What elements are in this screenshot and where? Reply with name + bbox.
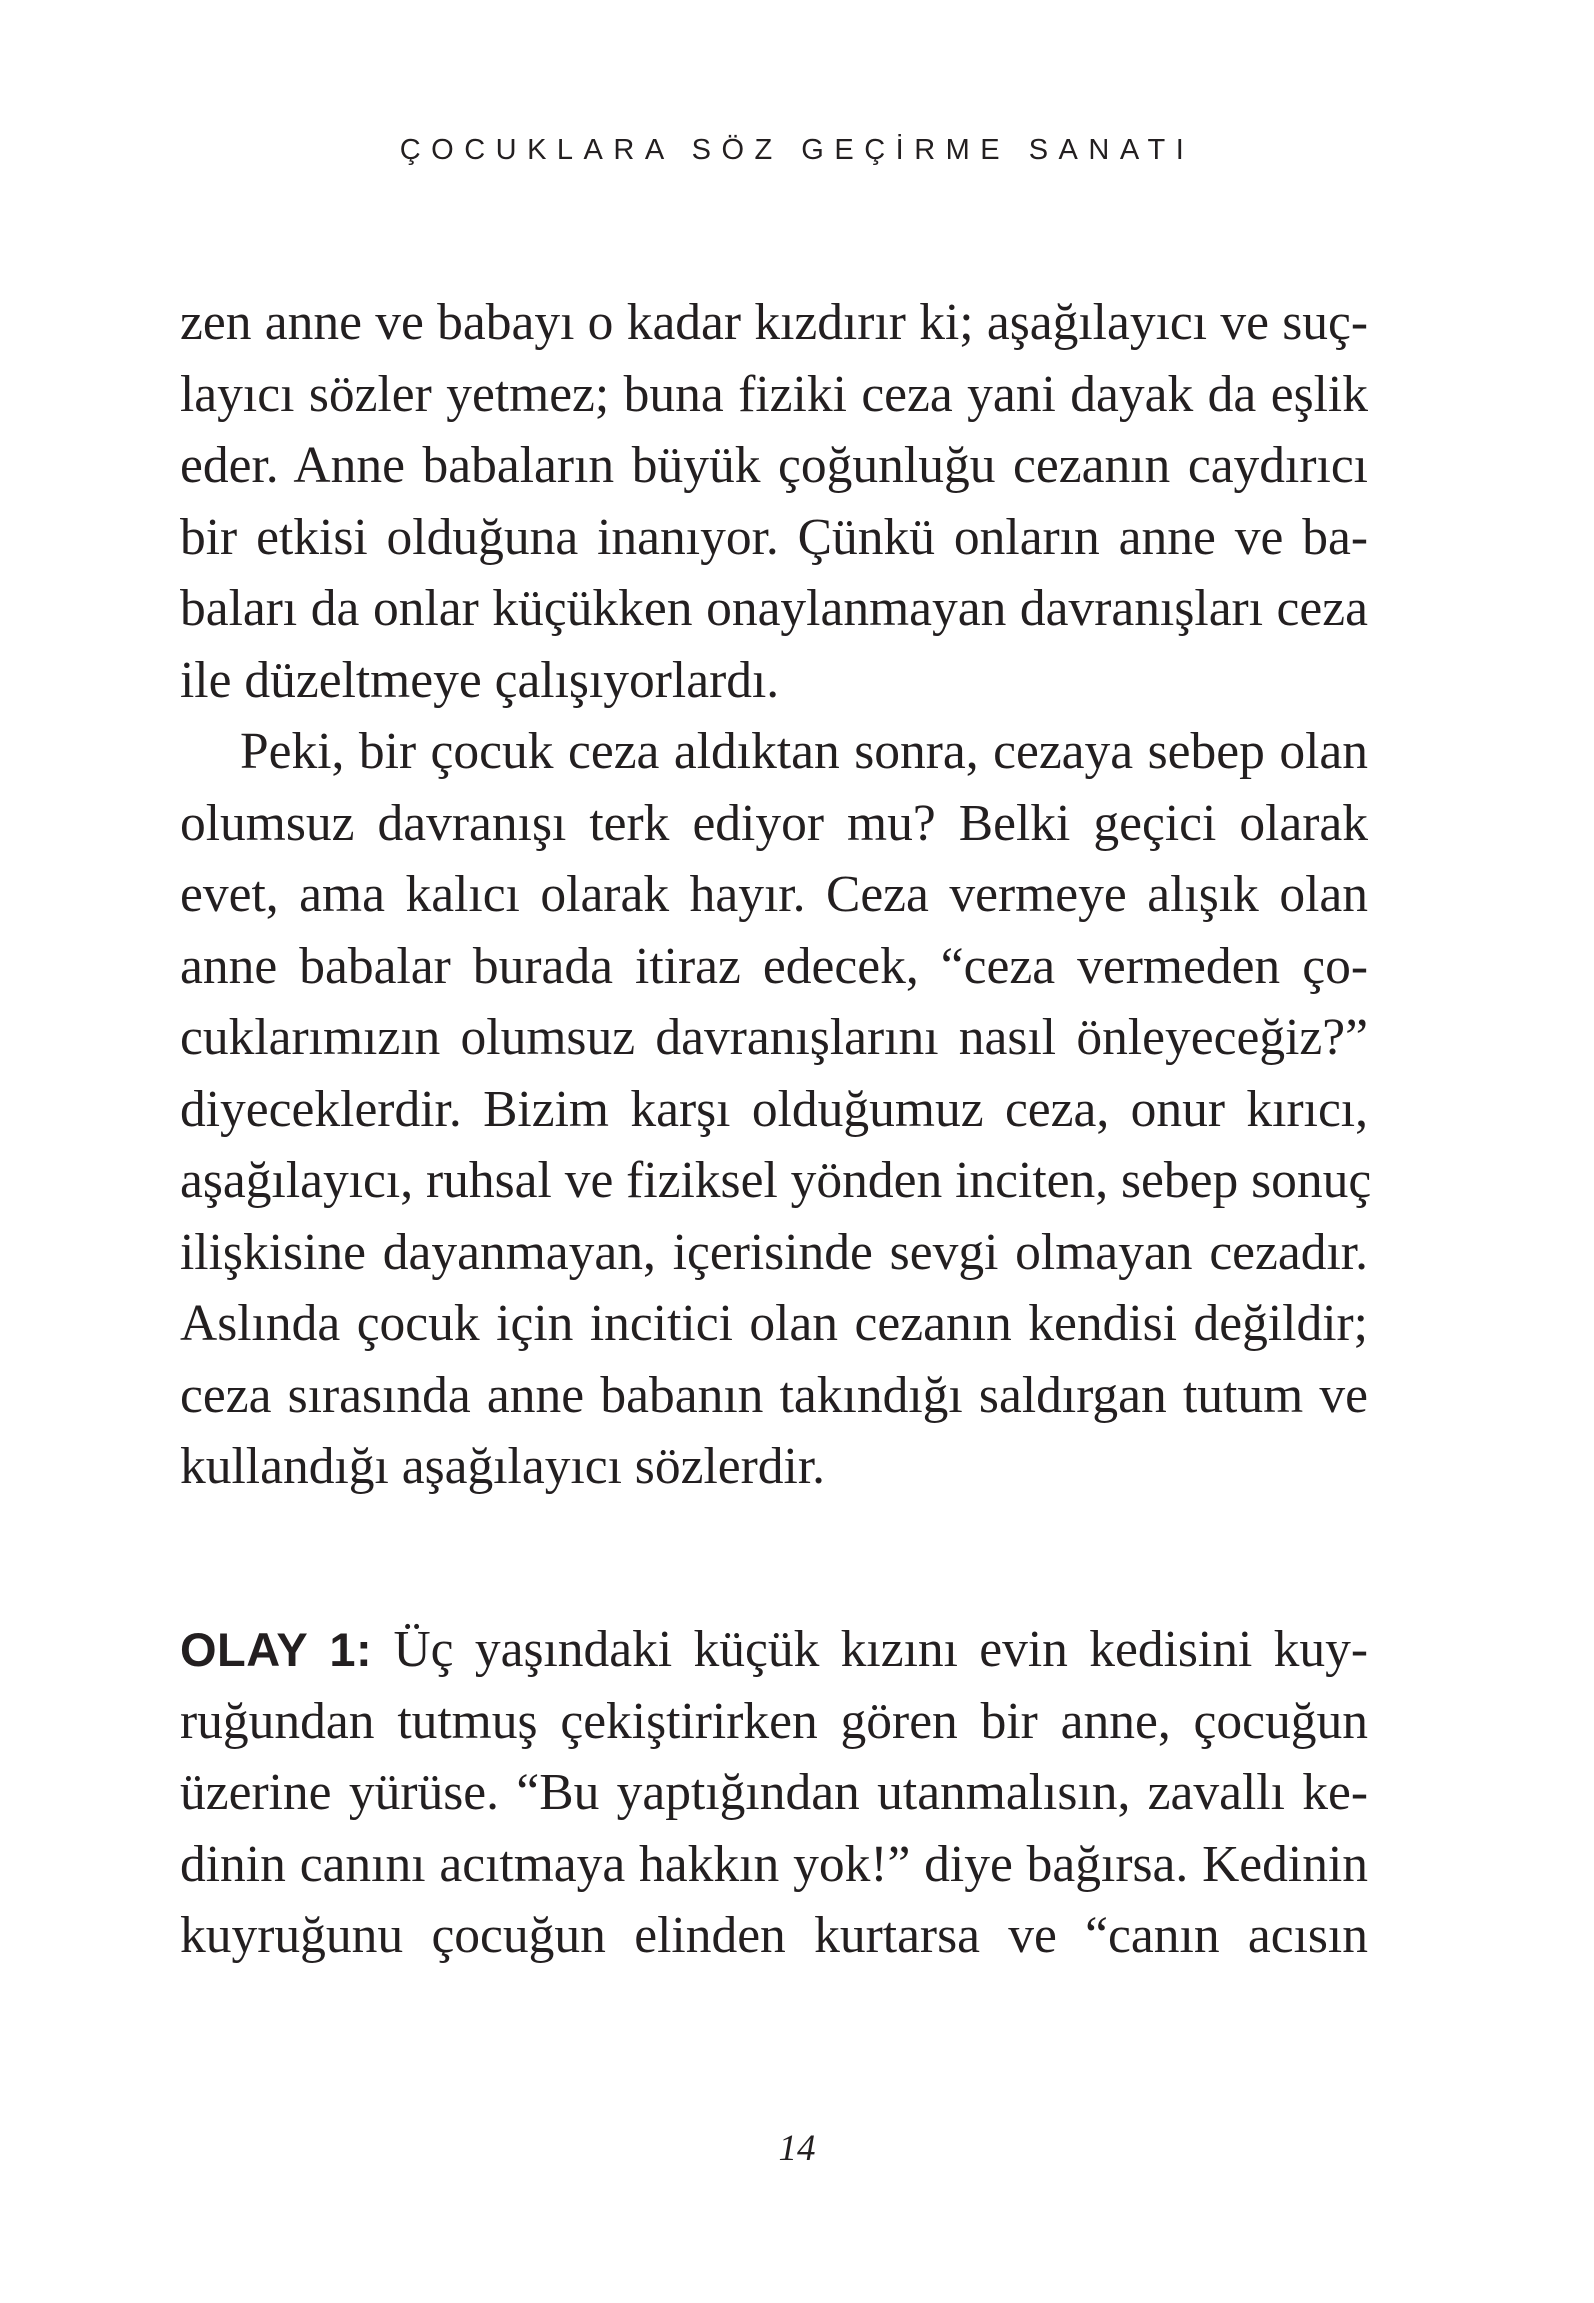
text-line: layıcı sözler yetmez; buna fiziki ceza yani dayak da eşlik [180, 365, 1368, 423]
text-line: anne babalar burada itiraz edecek, “ceza vermeden ço- [180, 937, 1368, 995]
text-line: ilişkisine dayanmayan, içerisinde sevgi olmayan cezadır. [180, 1223, 1368, 1281]
text-line: evet, ama kalıcı olarak hayır. Ceza vermeye alışık olan [180, 866, 1368, 923]
text-line: diyeceklerdir. Bizim karşı olduğumuz ceza, onur kırıcı, [180, 1080, 1368, 1138]
text-line: ruğundan tutmuş çekiştirirken gören bir anne, çocuğun [180, 1692, 1368, 1750]
text-line: ceza sırasında anne babanın takındığı saldırgan tutum ve [180, 1366, 1368, 1424]
text-line: Aslında çocuk için incitici olan cezanın kendisi değildir; [180, 1295, 1368, 1352]
case-first-line: Üç yaşındaki küçük kızını evin kedisini kuy- [393, 1621, 1368, 1678]
text-line: kuyruğunu çocuğun elinden kurtarsa ve “canın acısın [180, 1907, 1368, 1964]
text-line: cuklarımızın olumsuz davranışlarını nasıl önleyeceğiz?” [180, 1009, 1368, 1066]
text-line: kullandığı aşağılayıcı sözlerdir. [180, 1438, 826, 1495]
text-line: üzerine yürüse. “Bu yaptığından utanmalısın, zavallı ke- [180, 1764, 1368, 1821]
text-line [180, 1614, 1368, 1686]
text-line: baları da onlar küçükken onaylanmayan davranışları ceza [180, 580, 1368, 637]
running-head: ÇOCUKLARA SÖZ GEÇİRME SANATI [399, 134, 1195, 166]
text-line: aşağılayıcı, ruhsal ve fiziksel yönden inciten, sebep sonuç [180, 1152, 1372, 1209]
text-line: zen anne ve babayı o kadar kızdırır ki; aşağılayıcı ve suç- [180, 294, 1368, 351]
text-line: eder. Anne babaların büyük çoğunluğu cezanın caydırıcı [180, 437, 1368, 494]
text-line: bir etkisi olduğuna inanıyor. Çünkü onların anne ve ba- [180, 508, 1368, 566]
page-number: 14 [778, 2128, 816, 2169]
text-line: olumsuz davranışı terk ediyor mu? Belki geçici olarak [180, 794, 1368, 852]
body-text [180, 287, 1372, 1503]
text-line: dinin canını acıtmaya hakkın yok!” diye bağırsa. Kedinin [180, 1835, 1368, 1893]
case-section [180, 1614, 1368, 1972]
text-line: ile düzeltmeye çalışıyorlardı. [180, 651, 780, 709]
case-label: OLAY 1: [180, 1623, 373, 1676]
text-line: Peki, bir çocuk ceza aldıktan sonra, cezaya sebep olan [240, 723, 1368, 780]
